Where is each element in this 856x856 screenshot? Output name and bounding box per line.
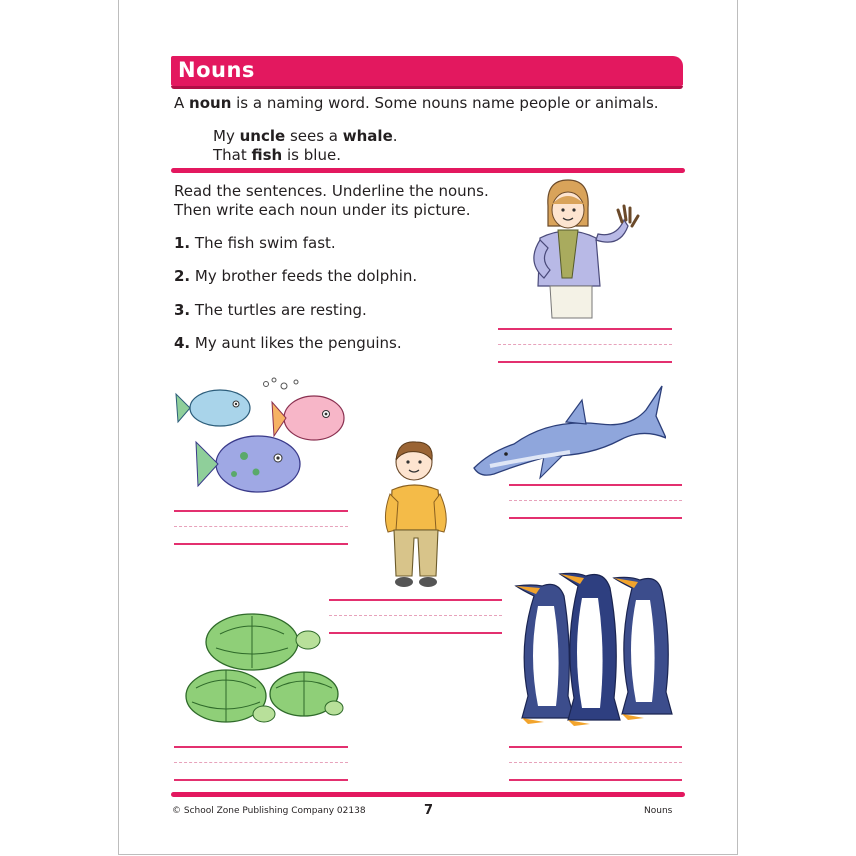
dolphin-illustration — [470, 382, 666, 482]
sentence-4: 4. My aunt likes the penguins. — [174, 334, 402, 352]
section-divider — [171, 168, 685, 173]
page-title: Nouns — [178, 58, 255, 82]
page-number: 7 — [424, 803, 434, 818]
footer-copyright: © School Zone Publishing Company 02138 — [172, 806, 366, 816]
footer-section-name: Nouns — [644, 806, 673, 816]
definition-text: A noun is a naming word. Some nouns name people or animals. — [174, 94, 659, 112]
example-sentence-2: That fish is blue. — [213, 146, 341, 164]
boy-illustration — [380, 436, 452, 590]
example-sentence-1: My uncle sees a whale. — [213, 127, 398, 145]
penguins-illustration — [514, 566, 676, 726]
woman-waving-illustration — [520, 178, 650, 320]
sentence-3: 3. The turtles are resting. — [174, 301, 367, 319]
sentence-1: 1. The fish swim fast. — [174, 234, 336, 252]
fish-group-illustration — [174, 376, 350, 500]
footer-divider — [171, 792, 685, 797]
sentence-2: 2. My brother feeds the dolphin. — [174, 267, 418, 285]
instruction-line-1: Read the sentences. Underline the nouns. — [174, 182, 489, 200]
turtles-illustration — [180, 608, 344, 740]
instruction-line-2: Then write each noun under its picture. — [174, 201, 471, 219]
